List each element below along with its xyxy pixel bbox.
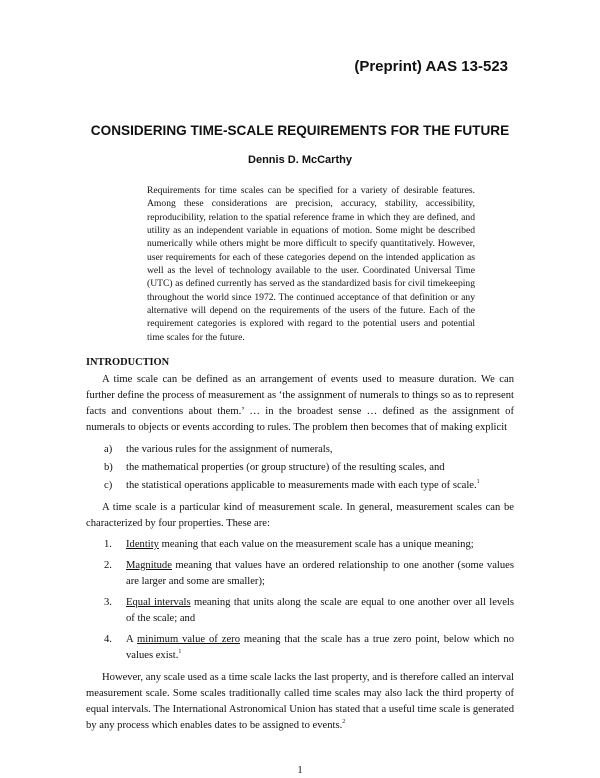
- list-marker: c): [104, 480, 113, 492]
- lettered-list: [86, 442, 514, 494]
- preprint-number: (Preprint) AAS 13-523: [354, 58, 508, 75]
- footnote-ref[interactable]: 1: [476, 479, 480, 486]
- paragraph: [86, 670, 514, 734]
- term: Magnitude: [126, 560, 172, 572]
- list-marker: 1.: [104, 539, 112, 551]
- list-marker: 3.: [104, 597, 112, 609]
- list-item: [104, 460, 514, 476]
- paragraph: A time scale is a particular kind of measurement scale. In general, measurement scales can be characterized by four properties. These are:: [86, 502, 514, 530]
- list-item-text: the mathematical properties (or group structure) of the resulting scales, and: [126, 462, 445, 474]
- author-name: Dennis D. McCarthy: [248, 154, 352, 166]
- section-heading-introduction: INTRODUCTION: [86, 357, 170, 369]
- list-marker: b): [104, 462, 113, 474]
- page-number: 1: [297, 765, 303, 777]
- list-item: [104, 632, 514, 664]
- list-marker: 4.: [104, 634, 112, 646]
- paper-title: CONSIDERING TIME-SCALE REQUIREMENTS FOR THE FUTURE: [90, 123, 510, 138]
- list-item: [104, 558, 514, 590]
- page-body: [86, 184, 514, 778]
- list-item: [104, 478, 514, 494]
- list-item-prefix: A: [126, 634, 137, 646]
- list-item: [104, 442, 514, 458]
- footnote-ref[interactable]: 2: [342, 719, 346, 726]
- term: minimum value of zero: [137, 634, 240, 646]
- list-item-text: meaning that values have an ordered relationship to one another (some values are larger and some are smaller);: [126, 560, 514, 588]
- list-item-text: meaning that each value on the measurement scale has a unique meaning;: [158, 539, 474, 551]
- paragraph-text: However, any scale used as a time scale lacks the last property, and is therefore called an interval measurement scale. Some scales traditionally called time scales may also lack the third property of equal intervals. The International Astronomical Union has stated that a useful time scale is generated by any process which enables dates to be assigned to events.: [86, 672, 514, 732]
- term: Equal intervals: [126, 597, 191, 609]
- abstract: Requirements for time scales can be specified for a variety of desirable features. Among these considerations are precision, accuracy, stability, accessibility, reproducibility, relation to the spatial reference frame in which they are defined, and utility as an independent variable in equations of motion. Some might be described numerically while others might be more difficult to specify quantitatively. However, user requirements for each of these categories depend on the intended application as well as the level of technology available to the user. Coordinated Universal Time (UTC) as defined currently has served as the standardized basis for civil timekeeping throughout the world since 1972. The continued acceptance of that definition or any alternative will depend on the requirements of the users of the future. Each of the requirement categories is explored with regard to the potential users and potential time scales for the future.: [147, 185, 475, 343]
- term: Identity: [126, 539, 159, 551]
- list-item-text: the statistical operations applicable to measurements made with each type of scale.: [126, 480, 477, 492]
- numbered-list: [86, 537, 514, 664]
- paragraph: A time scale can be defined as an arrangement of events used to measure duration. We can further define the process of measurement as ‘the assignment of numerals to things so as to represent facts and conventions about them.’ … in the broadest sense … defined as the assignment of numerals to objects or events according to rules. The problem then becomes that of making explicit: [86, 374, 514, 434]
- list-marker: 2.: [104, 560, 112, 572]
- list-item-text: meaning that the scale has a true zero point, below which no values exist.: [126, 634, 514, 662]
- list-item: [104, 595, 514, 627]
- list-item-text: meaning that units along the scale are equal to one another over all levels of the scale; and: [126, 597, 514, 625]
- list-marker: a): [104, 444, 113, 456]
- list-item-text: the various rules for the assignment of numerals,: [126, 444, 333, 456]
- list-item: [104, 537, 514, 553]
- footnote-ref[interactable]: 1: [178, 649, 182, 656]
